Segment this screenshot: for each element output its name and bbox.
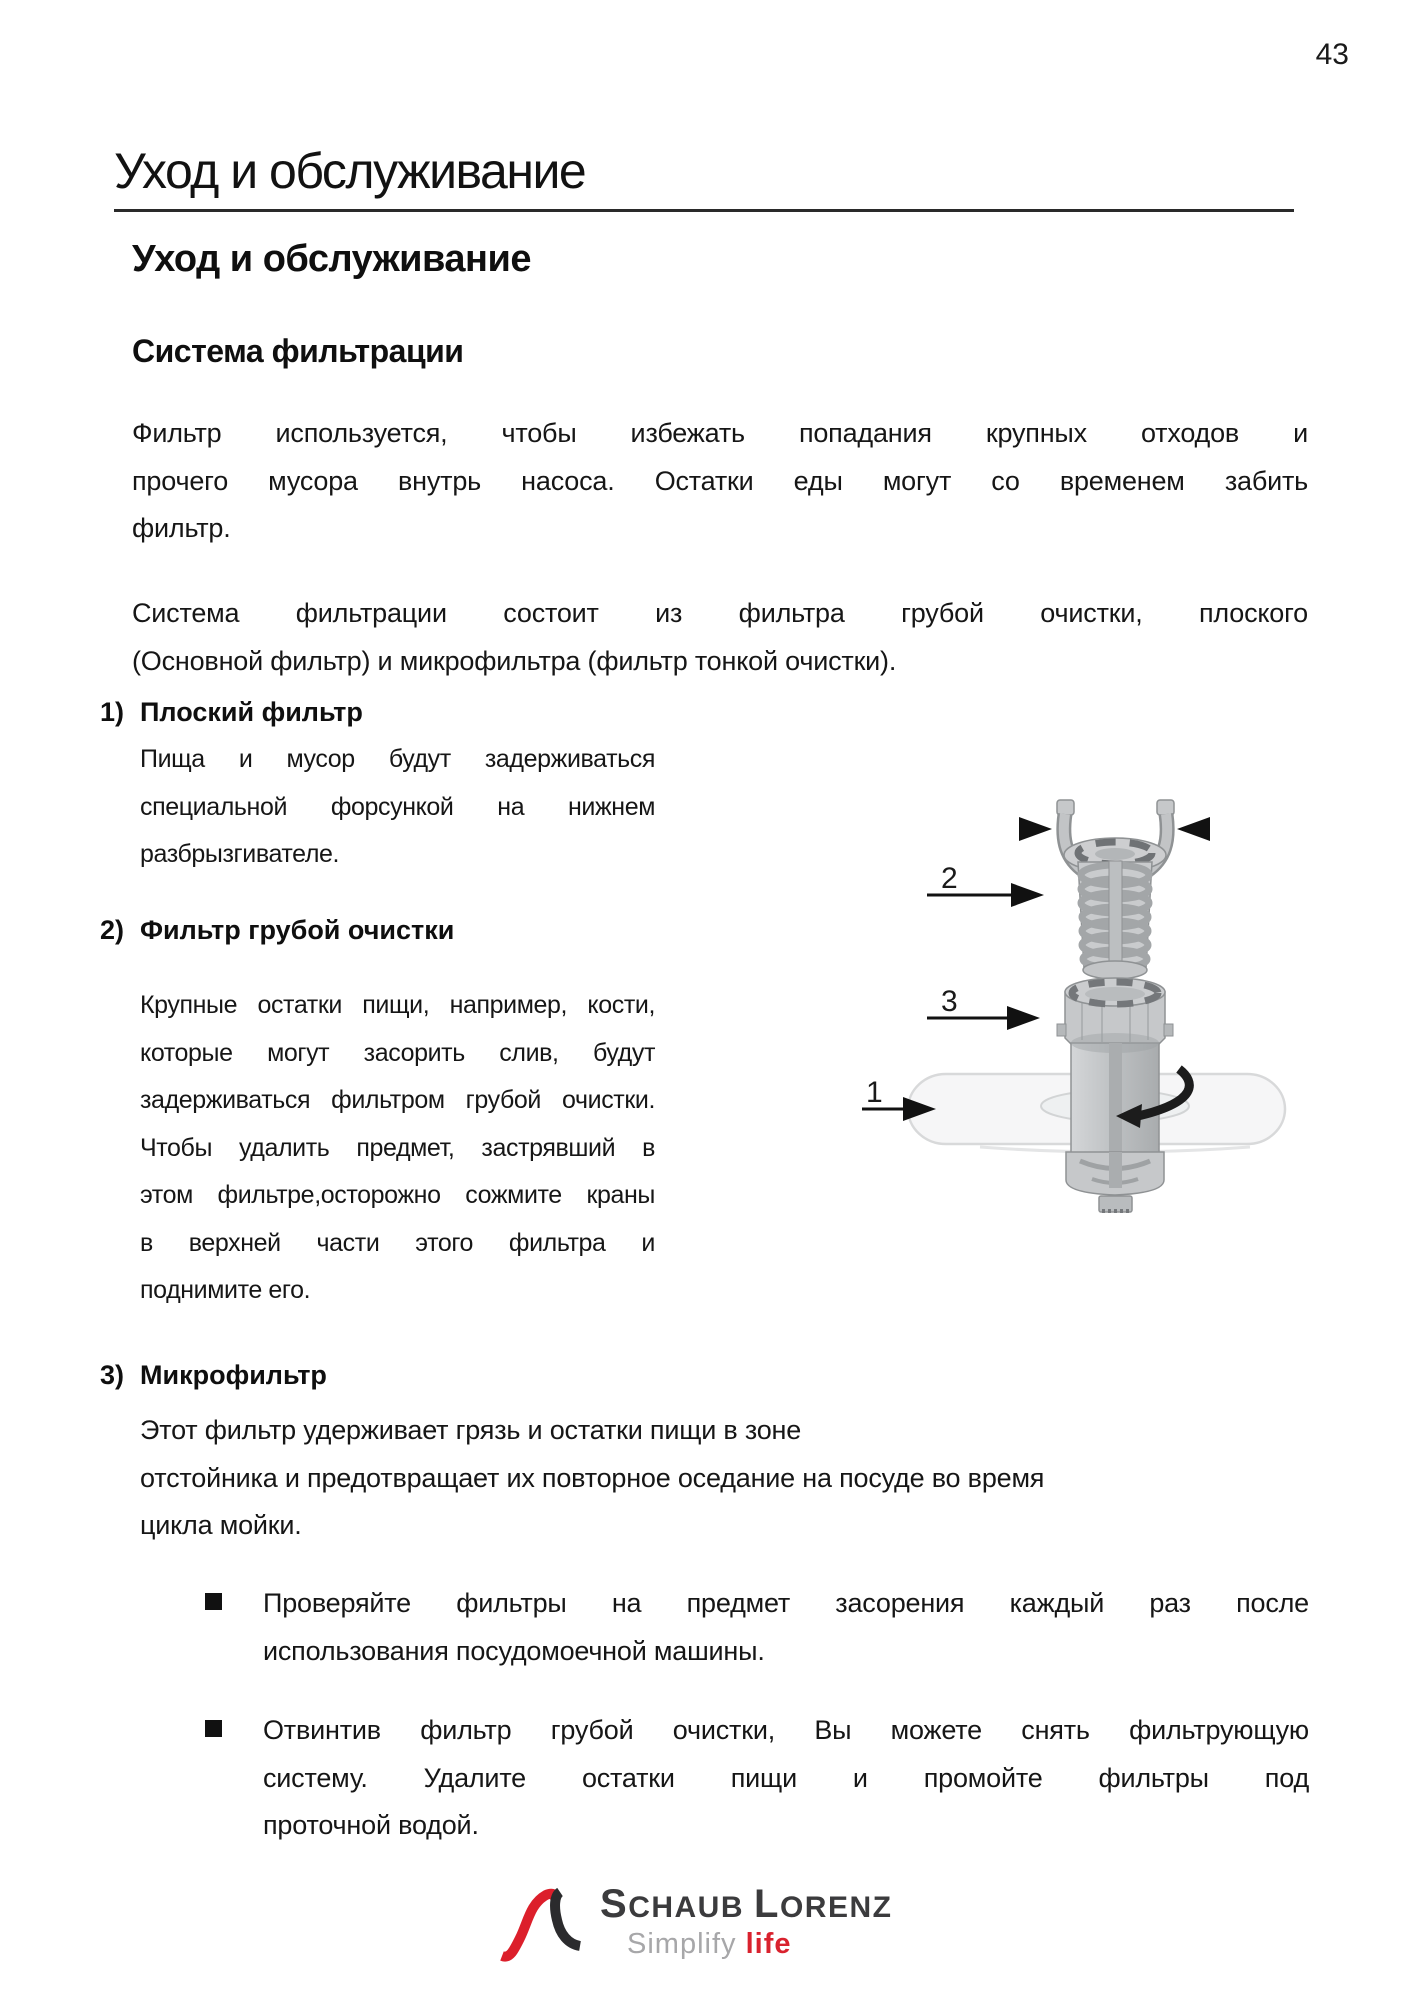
item-heading xyxy=(100,697,655,728)
bullet-text xyxy=(263,1707,1309,1850)
item-number: 2) xyxy=(100,915,125,945)
figure-label-2: 2 xyxy=(941,862,958,895)
text-line: поднимите его. xyxy=(140,1276,311,1304)
text-line: в верхней части этого фильтра и xyxy=(140,1228,655,1257)
intro-paragraph xyxy=(132,410,1308,553)
footer xyxy=(0,1876,1409,1976)
bullet-item xyxy=(205,1707,1310,1850)
text-line: Чтобы удалить предмет, застрявший в xyxy=(140,1133,655,1162)
item-body xyxy=(140,736,655,879)
list-item-coarse-filter xyxy=(100,915,655,1315)
tagline-simplify: Simplify xyxy=(627,1928,737,1960)
text-line: Пища и мусор будут задерживаться xyxy=(140,745,655,773)
brand-tagline xyxy=(627,1928,791,1961)
tagline-life: life xyxy=(745,1928,792,1960)
text-line: систему. Удалите остатки пищи и промойте фильтры под xyxy=(263,1762,1309,1793)
title-rule xyxy=(114,209,1294,212)
callout-3 xyxy=(927,985,1034,1018)
item-heading xyxy=(100,915,655,946)
page-number: 43 xyxy=(1315,38,1349,71)
list-item-micro-filter xyxy=(100,1360,1308,1550)
text-line: Проверяйте фильтры на предмет засорения каждый раз после xyxy=(263,1588,1309,1618)
item-number: 1) xyxy=(100,697,125,727)
text-line: разбрызгивателе. xyxy=(140,840,340,868)
item-heading xyxy=(100,1360,1308,1391)
list-item-flat-filter xyxy=(100,697,655,879)
filter-assembly-figure xyxy=(680,630,1320,1270)
text-line: Фильтр используется, чтобы избежать попадания крупных отходов и xyxy=(132,418,1308,448)
text-line: использования посудомоечной машины. xyxy=(263,1635,765,1666)
text-line: задерживаться фильтром грубой очистки. xyxy=(140,1086,655,1114)
micro-filter-cylinder xyxy=(1057,978,1173,1212)
page-title: Уход и обслуживание xyxy=(114,143,586,199)
coarse-filter-basket xyxy=(1057,800,1174,979)
section-heading: Система фильтрации xyxy=(132,333,464,369)
text-line: Крупные остатки пищи, например, кости, xyxy=(140,991,655,1019)
item-body xyxy=(140,982,655,1315)
text-line: фильтр. xyxy=(132,513,231,543)
text-line: (Основной фильтр) и микрофильтра (фильтр тонкой очистки). xyxy=(132,645,897,676)
brand-letter: L xyxy=(754,1882,780,1926)
bullet-text xyxy=(263,1580,1309,1675)
text-line: Этот фильтр удерживает грязь и остатки пищи в зоне xyxy=(140,1415,802,1445)
item-title: Микрофильтр xyxy=(140,1360,327,1390)
figure-label-1: 1 xyxy=(866,1076,883,1109)
figure-label-3: 3 xyxy=(941,985,958,1018)
text-line: цикла мойки. xyxy=(140,1510,302,1540)
text-line: специальной форсункой на нижнем xyxy=(140,792,655,821)
schaub-lorenz-logo-icon xyxy=(496,1884,600,1966)
item-title: Плоский фильтр xyxy=(140,697,363,727)
text-line: Отвинтив фильтр грубой очистки, Вы можете снять фильтрующую xyxy=(263,1715,1309,1745)
text-line: проточной водой. xyxy=(263,1810,479,1840)
item-number: 3) xyxy=(100,1360,125,1390)
brand-word: ORENZ xyxy=(779,1891,893,1924)
brand-letter: S xyxy=(600,1882,629,1926)
text-line: прочего мусора внутрь насоса. Остатки еды могут со временем забить xyxy=(132,465,1308,496)
bullet-square-icon xyxy=(205,1593,222,1610)
text-line: Система фильтрации состоит из фильтра грубой очистки, плоского xyxy=(132,598,1308,628)
bullet-square-icon xyxy=(205,1720,222,1737)
text-line: этом фильтре,осторожно сожмите краны xyxy=(140,1181,655,1209)
callout-2 xyxy=(927,862,1038,895)
item-title: Фильтр грубой очистки xyxy=(140,915,455,945)
brand-name xyxy=(600,1882,892,1927)
brand-word: CHAUB xyxy=(628,1891,745,1924)
text-line: отстойника и предотвращает их повторное оседание на посуде во время xyxy=(140,1462,1045,1493)
item-body xyxy=(140,1407,1308,1550)
bullet-item xyxy=(205,1580,1310,1675)
chapter-heading: Уход и обслуживание xyxy=(132,238,531,280)
text-line: которые могут засорить слив, будут xyxy=(140,1038,655,1067)
